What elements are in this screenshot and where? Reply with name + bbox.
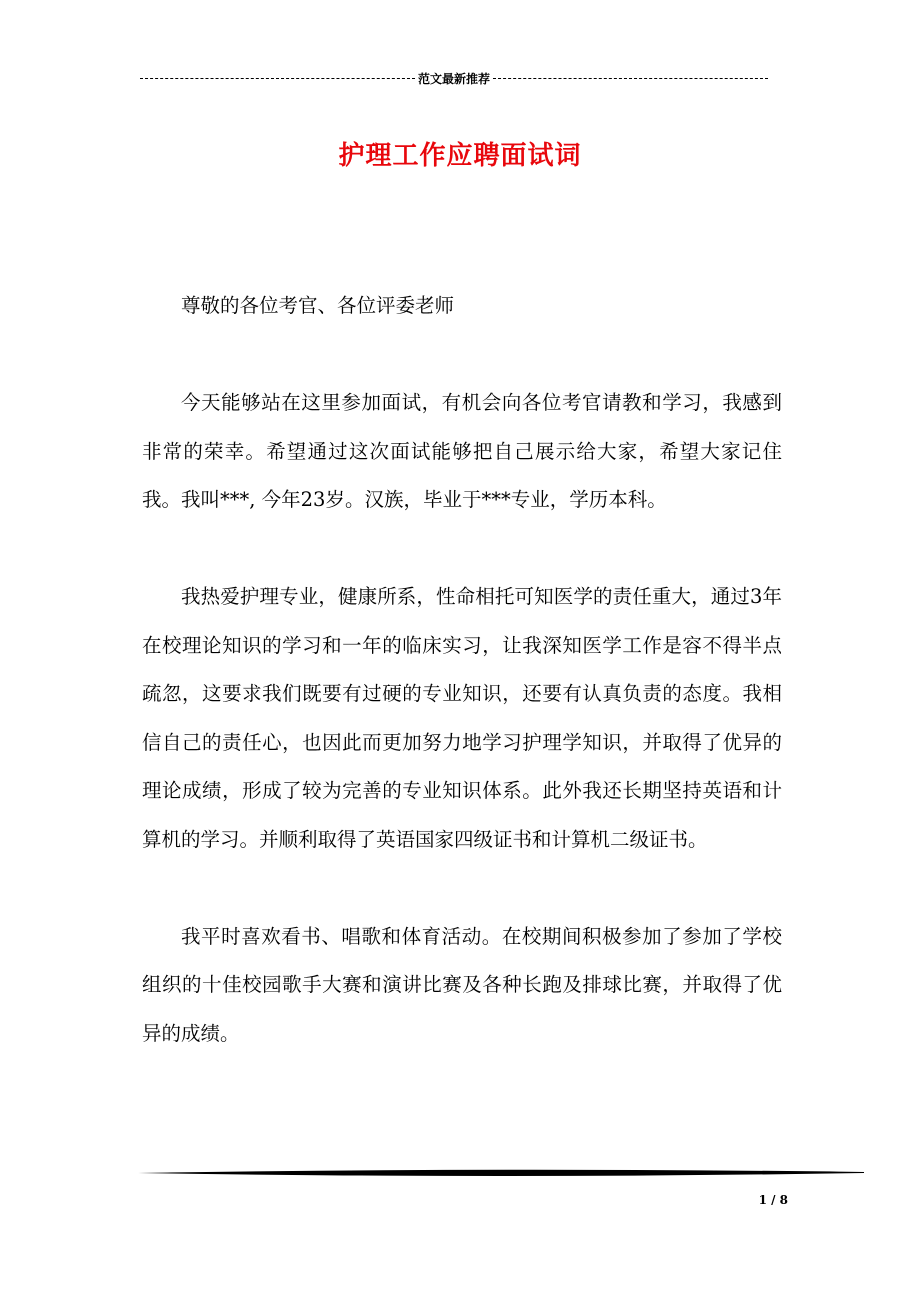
paragraph-greeting: 尊敬的各位考官、各位评委老师 (181, 294, 455, 317)
header-dash-right (493, 78, 768, 79)
document-title: 护理工作应聘面试词 (338, 141, 582, 172)
paragraph-introduction: 今天能够站在这里参加面试，有机会向各位考官请教和学习，我感到非常的荣幸。希望通过这次面试能够把自己展示给大家，希望大家记住我。我叫***, 今年23岁。汉族，毕业于***专业，学历本科。 (142, 391, 782, 511)
footer-divider (138, 1166, 864, 1180)
document-body (142, 282, 782, 1107)
paragraph-profession: 我热爱护理专业，健康所系，性命相托可知医学的责任重大，通过3年在校理论知识的学习和一年的临床实习，让我深知医学工作是容不得半点疏忽，这要求我们既要有过硬的专业知识，还要有认真负责的态度。我相信自己的责任心，也因此而更加努力地学习护理学知识，并取得了优异的理论成绩，形成了较为完善的专业知识体系。此外我还长期坚持英语和计算机的学习。并顺利取得了英语国家四级证书和计算机二级证书。 (142, 585, 782, 851)
page-number: 1 / 8 (758, 1193, 788, 1207)
page-header (140, 68, 768, 88)
paragraph-hobbies: 我平时喜欢看书、唱歌和体育活动。在校期间积极参加了参加了学校组织的十佳校园歌手大赛和演讲比赛及各种长跑及排球比赛，并取得了优异的成绩。 (142, 924, 782, 1045)
header-dash-left (140, 78, 415, 79)
header-label: 范文最新推荐 (418, 71, 491, 86)
